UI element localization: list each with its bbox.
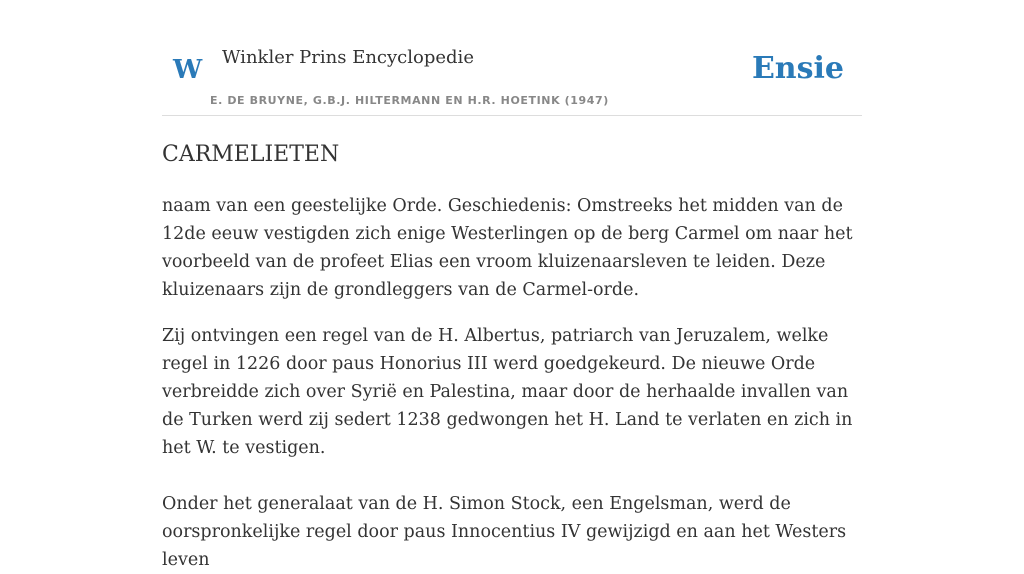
article-headword: CARMELIETEN <box>162 142 340 167</box>
page <box>162 0 862 570</box>
header <box>162 0 862 116</box>
source-logo-icon[interactable]: W <box>173 55 203 85</box>
article-paragraph: Zij ontvingen een regel van de H. Albertus, patriarch van Jeruzalem, welke regel in 1226 door paus Honorius III werd goedgekeurd. De nieuwe Orde verbreidde zich over Syrië en Palestina, maar door de herhaalde invallen van de Turken werd zij sedert 1238 gedwongen het H. Land te verlaten en zich in het W. te vestigen. <box>162 326 853 458</box>
source-title-link[interactable]: Winkler Prins Encyclopedie <box>222 47 474 68</box>
ensie-logo-link[interactable]: Ensie <box>751 51 844 86</box>
article-paragraph: naam van een geestelijke Orde. Geschiedenis: Omstreeks het midden van de 12de eeuw vestigden zich enige Westerlingen op de berg Carmel om naar het voorbeeld van de profeet Elias een vroom kluizenaarsleven te leiden. Deze kluizenaars zijn de grondleggers van de Carmel-orde. <box>162 196 853 300</box>
article-paragraph: Onder het generalaat van de H. Simon Stock, een Engelsman, werd de oorspronkelijke regel door paus Innocentius IV gewijzigd en aan het Westers leven <box>162 494 847 570</box>
article-body <box>162 192 862 574</box>
source-authors: E. DE BRUYNE, G.B.J. HILTERMANN EN H.R. HOETINK (1947) <box>210 94 609 107</box>
